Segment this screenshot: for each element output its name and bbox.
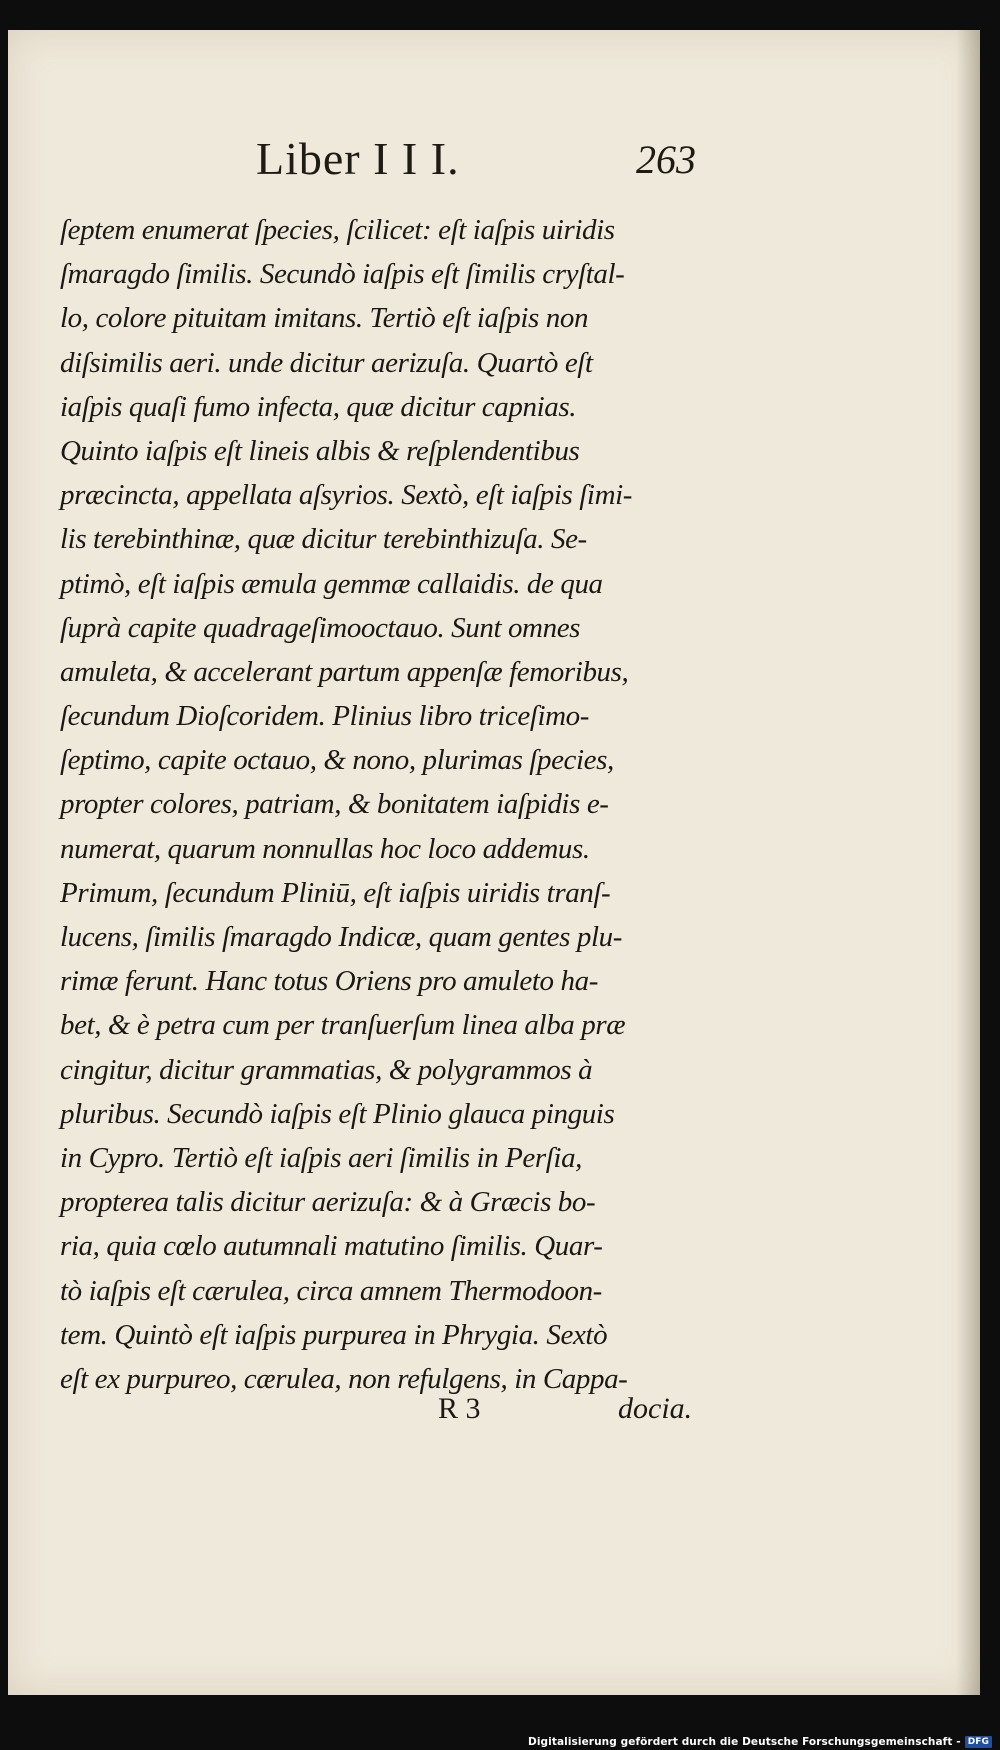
text-line: propterea talis dicitur aerizuſa: & à Græcis bo- [60, 1186, 596, 1219]
page-header [8, 132, 980, 192]
text-line: in Cypro. Tertiò eſt iaſpis aeri ſimilis in Perſia, [60, 1141, 583, 1174]
text-line: præcincta, appellata aſsyrios. Sextò, eſt iaſpis ſimi- [60, 479, 633, 512]
credit-text: Digitalisierung gefördert durch die Deutsche Forschungsgemeinschaft - [528, 1736, 961, 1748]
body-text [60, 208, 710, 1401]
page-footer [8, 1392, 980, 1436]
catchword: docia. [618, 1392, 693, 1425]
text-line: Quinto iaſpis eſt lineis albis & reſplendentibus [60, 434, 580, 467]
text-line: pluribus. Secundò iaſpis eſt Plinio glauca pinguis [60, 1097, 615, 1130]
text-line: diſsimilis aeri. unde dicitur aerizuſa. Quartò eſt [60, 346, 593, 379]
text-line: cingitur, dicitur grammatias, & polygrammos à [60, 1053, 593, 1086]
dfg-logo-icon: DFG [965, 1736, 992, 1748]
text-line: ſeptimo, capite octauo, & nono, plurimas ſpecies, [60, 744, 614, 777]
text-line: lis terebinthinæ, quæ dicitur terebinthizuſa. Se- [60, 523, 587, 556]
text-line: ſuprà capite quadrageſimooctauo. Sunt omnes [60, 611, 581, 644]
signature-mark: R 3 [438, 1392, 481, 1425]
text-line: rimæ ferunt. Hanc totus Oriens pro amuleto ha- [60, 965, 598, 998]
text-line: bet, & è petra cum per tranſuerſum linea alba præ [60, 1009, 626, 1042]
digitization-credit [528, 1736, 992, 1748]
text-line: numerat, quarum nonnullas hoc loco addemus. [60, 832, 590, 865]
book-page [8, 30, 980, 1695]
text-line: lucens, ſimilis ſmaragdo Indicæ, quam gentes plu- [60, 921, 622, 953]
text-line: ptimò, eſt iaſpis æmula gemmæ callaidis. de qua [60, 567, 603, 600]
text-line: ſmaragdo ſimilis. Secundò iaſpis eſt ſimilis cryſtal- [60, 258, 625, 291]
text-line: ſeptem enumerat ſpecies, ſcilicet: eſt iaſpis uiridis [60, 214, 615, 246]
text-line: tò iaſpis eſt cærulea, circa amnem Thermodoon- [60, 1274, 602, 1307]
text-line: iaſpis quaſi fumo infecta, quæ dicitur capnias. [60, 390, 577, 423]
text-line: tem. Quintò eſt iaſpis purpurea in Phrygia. Sextò [60, 1318, 608, 1351]
text-line: Primum, ſecundum Pliniū, eſt iaſpis uiridis tranſ- [60, 876, 611, 909]
text-line: ria, quia cœlo autumnali matutino ſimilis. Quar- [60, 1230, 603, 1263]
text-line: ſecundum Dioſcoridem. Plinius libro triceſimo- [60, 700, 590, 733]
text-line: eſt ex purpureo, cærulea, non refulgens, in Cappa- [60, 1362, 628, 1395]
page-number: 263 [636, 137, 696, 182]
text-line: propter colores, patriam, & bonitatem iaſpidis e- [60, 788, 609, 821]
text-line: lo, colore pituitam imitans. Tertiò eſt iaſpis non [60, 302, 589, 335]
text-line: amuleta, & accelerant partum appenſæ femoribus, [60, 655, 629, 688]
running-title: Liber I I I. [256, 133, 460, 184]
